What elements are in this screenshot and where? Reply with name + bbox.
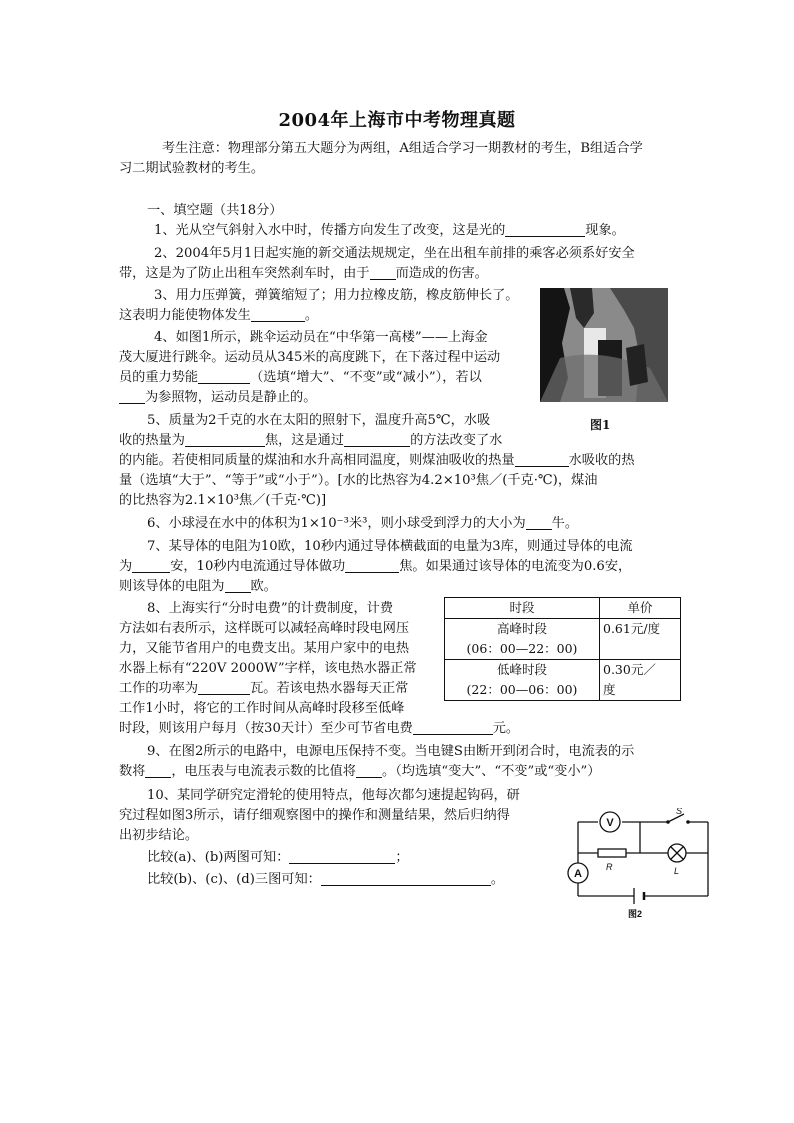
comparison-ab xyxy=(147,848,409,868)
period-label: 高峰时段 xyxy=(496,621,547,636)
question-text: 元。 xyxy=(492,721,520,736)
question-9: 9、在图2所示的电路中，电源电压保持不变。当电键S由断开到闭合时，电流表的示 xyxy=(147,744,635,759)
table-cell xyxy=(445,619,600,660)
switch-label: S xyxy=(676,808,683,816)
table-row xyxy=(445,619,681,660)
resistor-icon xyxy=(598,849,626,857)
question-text: 时段，则该用户每月（按30天计）至少可节省电费 xyxy=(119,721,413,736)
question-5-cont: 的比热容为2.1×10³焦／(千克·℃)] xyxy=(119,493,327,508)
question-8-cont xyxy=(119,719,519,739)
answer-blank[interactable] xyxy=(356,763,382,778)
answer-blank[interactable] xyxy=(185,432,265,447)
question-5-cont xyxy=(119,451,635,471)
question-text: 欧。 xyxy=(250,579,277,594)
period-label: 低峰时段 xyxy=(496,662,547,677)
table-header: 单价 xyxy=(600,598,681,619)
question-2: 2、2004年5月1日起实施的新交通法规规定，坐在出租车前排的乘客必须系好安全 xyxy=(154,246,635,261)
question-6 xyxy=(147,514,578,534)
answer-blank[interactable] xyxy=(132,558,170,573)
question-7: 7、某导体的电阻为10欧，10秒内通过导体横截面的电量为3库，则通过导体的电流 xyxy=(147,539,633,554)
question-text: ； xyxy=(395,850,409,865)
question-text: 焦。如果通过该导体的电流变为0.6安， xyxy=(399,559,632,574)
answer-blank[interactable] xyxy=(289,849,395,864)
question-text: 现象。 xyxy=(585,223,625,238)
question-text: 而造成的伤害。 xyxy=(395,266,488,281)
question-text: 1、光从空气斜射入水中时，传播方向发生了改变，这是光的 xyxy=(154,223,506,238)
question-text: 。 xyxy=(490,872,505,887)
question-10-cont: 出初步结论。 xyxy=(119,828,199,843)
price-value: 0.30元／ xyxy=(603,662,656,677)
notice-line: 习二期试验教材的考生。 xyxy=(119,161,265,176)
figure-1-caption: 图1 xyxy=(590,418,611,432)
question-7-cont xyxy=(119,557,631,577)
figure-2-caption: 图2 xyxy=(628,909,643,919)
question-4-cont xyxy=(119,388,316,408)
question-text: 的内能。若使相同质量的煤油和水升高相同温度，则煤油吸收的热量 xyxy=(119,453,515,468)
question-text: 则该导体的电阻为 xyxy=(119,579,225,594)
answer-blank[interactable] xyxy=(198,680,250,695)
answer-blank[interactable] xyxy=(370,265,396,280)
table-header-row xyxy=(445,598,681,619)
question-10-cont: 究过程如图3所示，请仔细观察图中的操作和测量结果，然后归纳得 xyxy=(119,808,510,823)
question-8-cont: 工作1小时，将它的工作时间从高峰时段移至低峰 xyxy=(119,701,405,716)
question-8-cont xyxy=(119,679,408,699)
answer-blank[interactable] xyxy=(344,432,410,447)
answer-blank[interactable] xyxy=(145,763,171,778)
tariff-table xyxy=(444,597,681,701)
period-hours: (06：00—22：00) xyxy=(466,641,578,656)
question-1 xyxy=(154,221,625,241)
period-hours: (22：00—06：00) xyxy=(466,682,578,697)
question-text: 这表明力能使物体发生 xyxy=(119,308,251,323)
answer-blank[interactable] xyxy=(515,452,569,467)
question-text: 工作的功率为 xyxy=(119,681,199,696)
question-text: ，电压表与电流表示数的比值将 xyxy=(171,764,356,779)
lamp-label: L xyxy=(674,866,680,876)
price-value: 度 xyxy=(603,682,616,697)
answer-blank[interactable] xyxy=(321,871,491,886)
page-title: 2004年上海市中考物理真题 xyxy=(278,110,516,131)
question-4: 4、如图1所示，跳伞运动员在“中华第一高楼”——上海金 xyxy=(154,330,488,345)
table-header: 时段 xyxy=(445,598,600,619)
question-3: 3、用力压弹簧，弹簧缩短了；用力拉橡皮筋，橡皮筋伸长了。 xyxy=(154,288,519,303)
question-text: 焦，这是通过 xyxy=(264,433,345,448)
answer-blank[interactable] xyxy=(198,369,250,384)
answer-blank[interactable] xyxy=(225,578,251,593)
question-7-cont xyxy=(119,577,277,597)
price-value: 0.61元/度 xyxy=(603,621,661,636)
question-2-cont xyxy=(119,264,488,284)
question-text: 6、小球浸在水中的体积为1×10⁻³米³，则小球受到浮力的大小为 xyxy=(147,516,526,531)
question-text: 员的重力势能 xyxy=(119,370,199,385)
question-10: 10、某同学研究定滑轮的使用特点，他每次都匀速提起钩码，研 xyxy=(147,788,520,803)
notice-line: 考生注意：物理部分第五大题分为两组，A组适合学习一期教材的考生，B组适合学 xyxy=(162,141,643,156)
question-text: 比较(b)、(c)、(d)三图可知： xyxy=(147,872,321,887)
comparison-bcd xyxy=(147,870,504,890)
section-heading: 一、填空题（共18分） xyxy=(147,203,283,218)
table-cell xyxy=(445,660,600,701)
answer-blank[interactable] xyxy=(251,307,305,322)
question-text: 为参照物，运动员是静止的。 xyxy=(145,390,317,405)
ammeter-label: A xyxy=(574,868,582,880)
question-text: 水吸收的热 xyxy=(568,453,635,468)
table-cell xyxy=(600,660,681,701)
question-text: 带，这是为了防止出租车突然刹车时，由于 xyxy=(119,266,370,281)
question-text: 。（均选填“变大”、“不变”或“变小”） xyxy=(382,764,601,779)
answer-blank[interactable] xyxy=(505,222,585,237)
question-4-cont: 茂大厦进行跳伞。运动员从345米的高度跳下，在下落过程中运动 xyxy=(119,350,501,365)
question-text: 牛。 xyxy=(551,516,579,531)
skydiver-photo xyxy=(540,288,668,402)
question-5-cont: 量（选填“大于”、“等于”或“小于”）。[水的比热容为4.2×10³焦／(千克·℃)，煤油 xyxy=(119,473,598,488)
voltmeter-label: V xyxy=(606,817,614,829)
question-text: 比较(a)、(b)两图可知： xyxy=(147,850,290,865)
question-9-cont xyxy=(119,762,600,782)
question-8-cont: 力，又能节省用户的电费支出。某用户家中的电热 xyxy=(119,641,410,656)
question-8-cont: 方法如右表所示，这样既可以减轻高峰时段电网压 xyxy=(119,621,410,636)
question-8-cont: 水器上标有“220V 2000W”字样，该电热水器正常 xyxy=(119,661,417,676)
question-text: 的方法改变了水 xyxy=(410,433,503,448)
answer-blank[interactable] xyxy=(413,720,493,735)
question-4-cont xyxy=(119,368,482,388)
answer-blank[interactable] xyxy=(345,558,399,573)
answer-blank[interactable] xyxy=(119,389,145,404)
question-text: 。 xyxy=(304,308,319,323)
resistor-label: R xyxy=(606,862,613,872)
question-text: 收的热量为 xyxy=(119,433,185,448)
switch-terminal xyxy=(686,820,690,824)
circuit-diagram xyxy=(560,808,718,920)
answer-blank[interactable] xyxy=(526,515,552,530)
table-row xyxy=(445,660,681,701)
question-5-cont xyxy=(119,431,502,451)
table-cell xyxy=(600,619,681,660)
switch-terminal xyxy=(666,820,670,824)
question-5: 5、质量为2千克的水在太阳的照射下，温度升高5℃，水吸 xyxy=(147,413,491,428)
question-text: 数将 xyxy=(119,764,146,779)
question-text: 为 xyxy=(119,559,133,574)
question-3-cont xyxy=(119,306,318,326)
question-text: （选填“增大”、“不变”或“减小”），若以 xyxy=(250,370,482,385)
question-text: 瓦。若该电热水器每天正常 xyxy=(250,681,409,696)
question-text: 安，10秒内电流通过导体做功 xyxy=(170,559,346,574)
question-8: 8、上海实行“分时电费”的计费制度，计费 xyxy=(147,601,394,616)
